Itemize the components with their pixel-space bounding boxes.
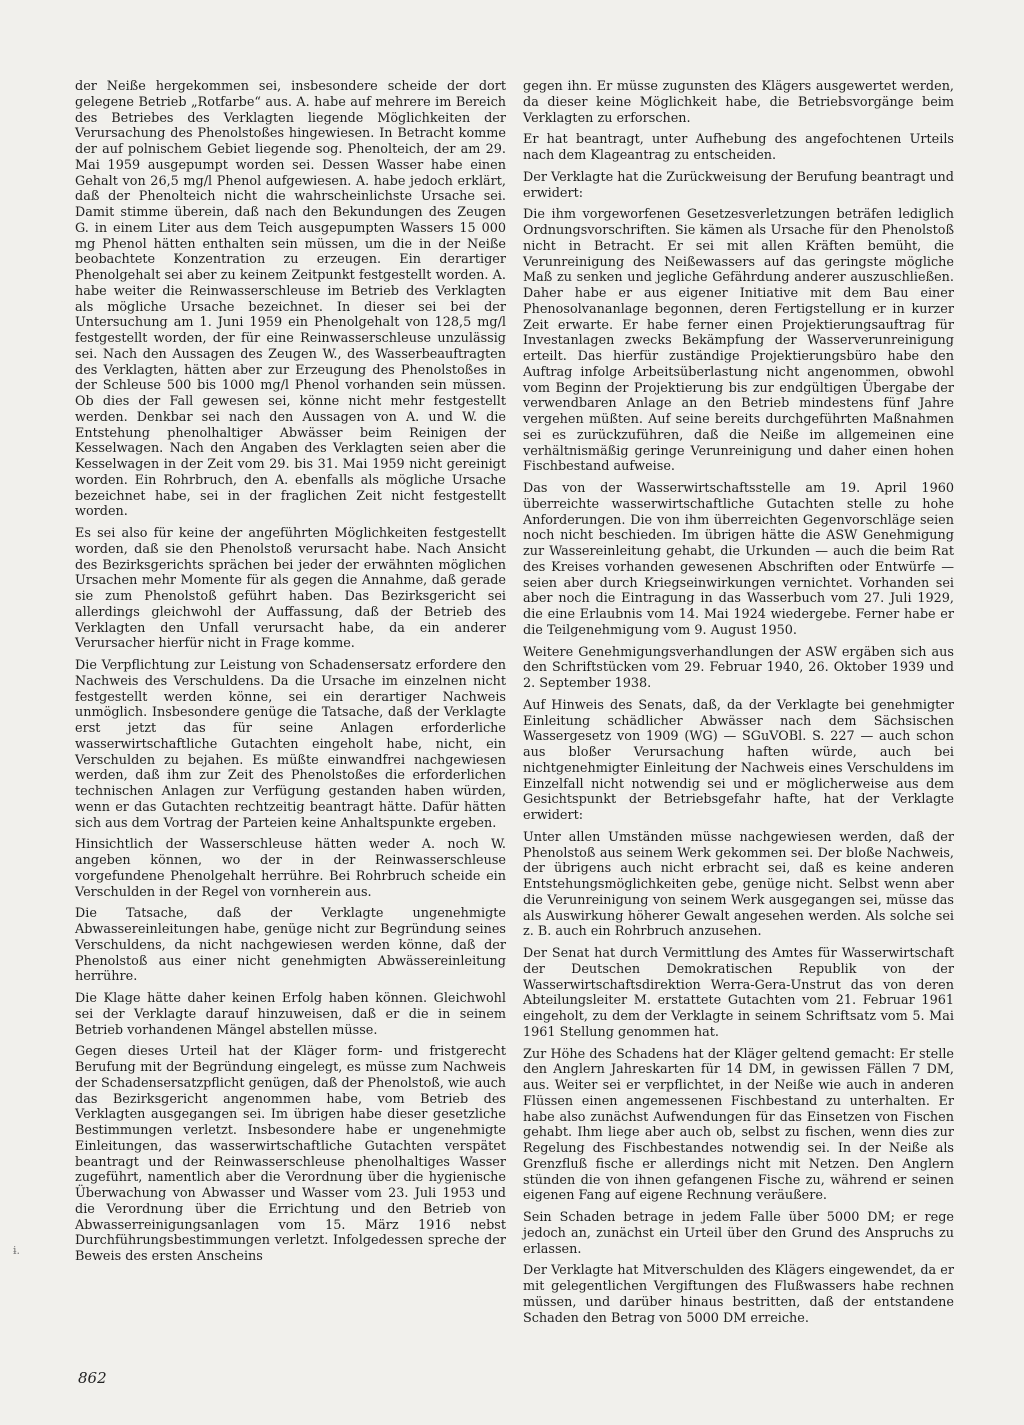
paragraph: Die Verpflichtung zur Leistung von Schadensersatz erfordere den Nachweis des Verschuldens. Da die Ursache im einzelnen nicht festgestellt werden könne, sei ein derartiger Nachweis unmöglich. Insbesondere genüge die Tatsache, daß der Verklagte erst jetzt das für seine Anlagen erforderliche wasserwirtschaftliche Gutachten eingeholt habe, nicht, ein Verschulden zu bejahen. Es müßte einwandfrei nachgewiesen werden, daß ihm zur Zeit des Phenolstoßes die erforderlichen technischen Anlagen zur Verfügung gestanden haben würden, wenn er das Gutachten rechtzeitig beantragt hätte. Dafür hätten sich aus dem Vortrag der Parteien keine Anhaltspunkte ergeben. — [75, 658, 506, 831]
margin-mark: ɨ. — [13, 1244, 21, 1257]
paragraph: Die ihm vorgeworfenen Gesetzesverletzungen beträfen lediglich Ordnungsvorschriften. Sie kämen als Ursache für den Phenolstoß nicht in Betracht. Er sei mit allen Kräften bemüht, die Verunreinigung des Neißewassers auf das geringste mögliche Maß zu senken und jegliche Gefährdung anderer auszuschließen. Daher habe er aus eigener Initiative mit dem Bau einer Phenosolvananlage begonnen, deren Fertigstellung er in kurzer Zeit erwarte. Er habe ferner einen Projektierungsauftrag für Investanlagen zwecks Bekämpfung der Wasserverunreinigung erteilt. Das hierfür zuständige Projektierungsbüro habe den Auftrag infolge Arbeitsüberlastung nicht angenommen, obwohl vom Beginn der Projektierung bis zur endgültigen Übergabe der verwendbaren Anlage an den Betrieb mindestens fünf Jahre vergehen müßten. Auf seine bereits durchgeführten Maßnahmen sei es zurückzuführen, daß die Neiße im allgemeinen eine verhältnismäßig geringe Verunreinigung und daher einen hohen Fischbestand aufweise. — [523, 207, 954, 475]
right-column — [523, 79, 954, 1332]
paragraph: Hinsichtlich der Wasserschleuse hätten weder A. noch W. angeben können, wo der in der Reinwasserschleuse vorgefundene Phenolgehalt herrühre. Bei Rohrbruch scheide ein Verschulden in der Regel von vornherein aus. — [75, 837, 506, 900]
page-number: 862 — [78, 1369, 107, 1387]
paragraph: der Neiße hergekommen sei, insbesondere scheide der dort gelegene Betrieb „Rotfarbe“ aus. A. habe auf mehrere im Bereich des Betriebes des Verklagten liegende Möglichkeiten der Verursachung des Phenolstoßes hingewiesen. In Betracht komme der auf polnischem Gebiet liegende sog. Phenolteich, der am 29. Mai 1959 ausgepumpt worden sei. Dessen Wasser habe einen Gehalt von 26,5 mg/l Phenol aufgewiesen. A. habe jedoch erklärt, daß der Phenolteich nicht die wahrscheinlichste Ursache sei. Damit stimme überein, daß nach den Bekundungen des Zeugen G. in einem Liter aus dem Teich ausgepumpten Wassers 15 000 mg Phenol hätten enthalten sein müssen, um die in der Neiße beobachtete Konzentration zu erzeugen. Ein derartiger Phenolgehalt sei aber zu keinem Zeitpunkt festgestellt worden. A. habe weiter die Reinwasserschleuse im Betrieb des Verklagten als mögliche Ursache bezeichnet. In dieser sei bei der Untersuchung am 1. Juni 1959 ein Phenolgehalt von 128,5 mg/l festgestellt worden, der für eine Reinwasserschleuse unzulässig sei. Nach den Aussagen des Zeugen W., des Wasserbeauftragten des Verklagten, hätten aber zur Erzeugung des Phenolstoßes in der Schleuse 500 bis 1000 mg/l Phenol vorhanden sein müssen. Ob dies der Fall gewesen sei, könne nicht mehr festgestellt werden. Denkbar sei nach den Aussagen von A. und W. die Entstehung phenolhaltiger Abwässer beim Reinigen der Kesselwagen. Nach den Angaben des Verklagten seien aber die Kesselwagen in der Zeit vom 29. bis 31. Mai 1959 nicht gereinigt worden. Ein Rohrbruch, den A. ebenfalls als mögliche Ursache bezeichnet habe, sei in der fraglichen Zeit nicht festgestellt worden. — [75, 79, 506, 520]
paragraph: Unter allen Umständen müsse nachgewiesen werden, daß der Phenolstoß aus seinem Werk gekommen sei. Der bloße Nachweis, der übrigens auch nicht erbracht sei, daß es keine anderen Entstehungsmöglichkeiten gebe, genüge nicht. Selbst wenn aber die Verunreinigung von seinem Werk ausgegangen sei, müsse das als Auswirkung höherer Gewalt angesehen werden. Als solche sei z. B. auch ein Rohrbruch anzusehen. — [523, 829, 954, 940]
paragraph: Der Verklagte hat Mitverschulden des Klägers eingewendet, da er mit gelegentlichen Vergiftungen des Flußwassers habe rechnen müssen, und darüber hinaus bestritten, daß der entstandene Schaden den Betrag von 5000 DM erreiche. — [523, 1263, 954, 1326]
paragraph: Weitere Genehmigungsverhandlungen der ASW ergäben sich aus den Schriftstücken vom 29. Februar 1940, 26. Oktober 1939 und 2. September 1938. — [523, 644, 954, 691]
paragraph: Der Verklagte hat die Zurückweisung der Berufung beantragt und erwidert: — [523, 169, 954, 201]
paragraph: gegen ihn. Er müsse zugunsten des Klägers ausgewertet werden, da dieser keine Möglichkeit habe, die Betriebsvorgänge beim Verklagten zu erforschen. — [523, 79, 954, 126]
paragraph: Das von der Wasserwirtschaftsstelle am 19. April 1960 überreichte wasserwirtschaftliche Gutachten stelle zu hohe Anforderungen. Die von ihm überreichten Gegenvorschläge seien noch nicht beschieden. Im übrigen hätte die ASW Genehmigung zur Wassereinleitung gehabt, die Urkunden — auch die beim Rat des Kreises vorhanden gewesenen Abschriften oder Entwürfe — seien aber durch Kriegseinwirkungen vernichtet. Vorhanden sei aber noch die Eintragung in das Wasserbuch vom 27. Juli 1929, die eine Erlaubnis vom 14. Mai 1924 wiedergebe. Ferner habe er die Teilgenehmigung vom 9. August 1950. — [523, 481, 954, 638]
paragraph: Der Senat hat durch Vermittlung des Amtes für Wasserwirtschaft der Deutschen Demokratischen Republik von der Wasserwirtschaftsdirektion Werra-Gera-Unstrut das von deren Abteilungsleiter M. erstattete Gutachten vom 21. Februar 1961 eingeholt, zu dem der Verklagte in seinem Schriftsatz vom 5. Mai 1961 Stellung genommen hat. — [523, 946, 954, 1040]
paragraph: Zur Höhe des Schadens hat der Kläger geltend gemacht: Er stelle den Anglern Jahreskarten für 14 DM, in gewissen Fällen 7 DM, aus. Weiter sei er verpflichtet, in der Neiße wie auch in anderen Flüssen einen angemessenen Fischbestand zu unterhalten. Er habe also zunächst Aufwendungen für das Einsetzen von Fischen gehabt. Ihm liege aber auch ob, selbst zu fischen, wenn dies zur Regelung des Fischbestandes notwendig sei. In der Neiße als Grenzfluß fische er allerdings nicht mit Netzen. Den Anglern stünden die von ihnen gefangenen Fische zu, während er seinen eigenen Fang auf eigene Rechnung veräußere. — [523, 1046, 954, 1204]
paragraph: Es sei also für keine der angeführten Möglichkeiten festgestellt worden, daß sie den Phenolstoß verursacht habe. Nach Ansicht des Bezirksgerichts sprächen bei jeder der erwähnten möglichen Ursachen mehr Momente für als gegen die Annahme, daß gerade sie zum Phenolstoß geführt haben. Das Bezirksgericht sei allerdings gleichwohl der Auffassung, daß der Betrieb des Verklagten den Unfall verursacht habe, da ein anderer Verursacher hierfür nicht in Frage komme. — [75, 526, 506, 652]
left-column — [75, 79, 506, 1271]
paragraph: Gegen dieses Urteil hat der Kläger form- und fristgerecht Berufung mit der Begründung eingelegt, es müsse zum Nachweis der Schadensersatzpflicht genügen, daß der Phenolstoß, wie auch das Bezirksgericht angenommen habe, vom Betrieb des Verklagten ausgegangen sei. Im übrigen habe dieser gesetzliche Bestimmungen verletzt. Insbesondere habe er ungenehmigte Einleitungen, das wasserwirtschaftliche Gutachten verspätet beantragt und der Reinwasserschleuse phenolhaltiges Wasser zugeführt, namentlich aber die Verordnung über die hygienische Überwachung von Abwasser und Wasser vom 23. Juli 1953 und die Verordnung über die Errichtung und den Betrieb von Abwasserreinigungsanlagen vom 15. März 1916 nebst Durchführungsbestimmungen verletzt. Infolgedessen spreche der Beweis des ersten Anscheins — [75, 1044, 506, 1264]
paragraph: Die Klage hätte daher keinen Erfolg haben können. Gleichwohl sei der Verklagte darauf hinzuweisen, daß er die in seinem Betrieb vorhandenen Mängel abstellen müsse. — [75, 991, 506, 1038]
paragraph: Die Tatsache, daß der Verklagte ungenehmigte Abwassereinleitungen habe, genüge nicht zur Begründung seines Verschuldens, da nicht nachgewiesen werden könne, daß der Phenolstoß aus einer nicht genehmigten Abwässereinleitung herrühre. — [75, 906, 506, 985]
paragraph: Auf Hinweis des Senats, daß, da der Verklagte bei genehmigter Einleitung schädlicher Abwässer nach dem Sächsischen Wassergesetz von 1909 (WG) — SGuVOBl. S. 227 — auch schon aus bloßer Verursachung haften würde, auch bei nichtgenehmigter Einleitung der Nachweis eines Verschuldens im Einzelfall nicht notwendig sei und er möglicherweise aus dem Gesichtspunkt der Betriebsgefahr hafte, hat der Verklagte erwidert: — [523, 697, 954, 823]
paragraph: Sein Schaden betrage in jedem Falle über 5000 DM; er rege jedoch an, zunächst ein Urteil über den Grund des Anspruchs zu erlassen. — [523, 1210, 954, 1257]
paragraph: Er hat beantragt, unter Aufhebung des angefochtenen Urteils nach dem Klageantrag zu entscheiden. — [523, 132, 954, 163]
